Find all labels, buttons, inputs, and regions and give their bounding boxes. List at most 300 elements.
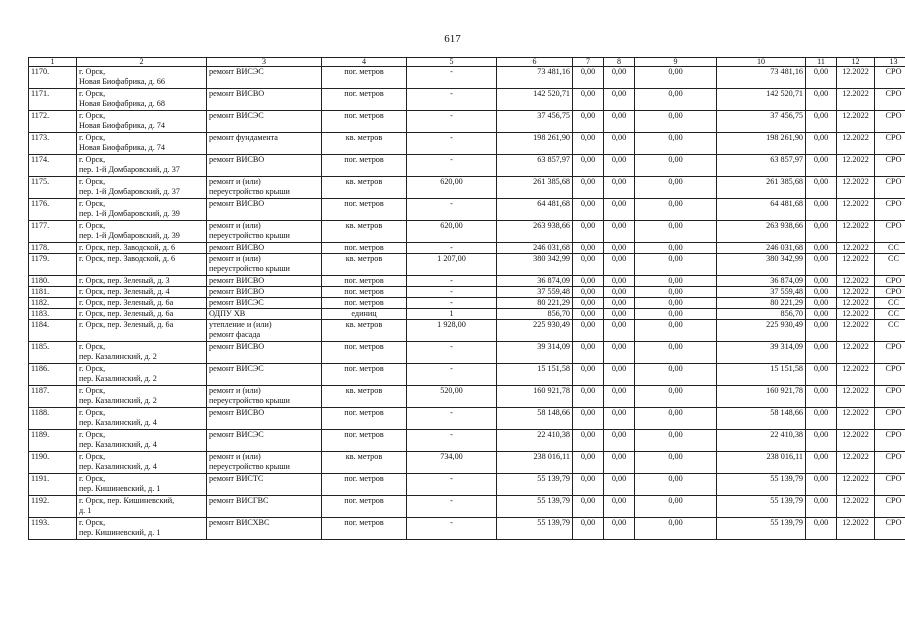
col10-cell: 380 342,99 <box>717 254 806 276</box>
row-number: 1178. <box>29 243 77 254</box>
col9-cell: 0,00 <box>635 452 717 474</box>
col9-cell: 0,00 <box>635 320 717 342</box>
unit-cell: пог. метров <box>322 155 407 177</box>
work-type-cell <box>207 342 322 364</box>
address-line: пер. Кишиневский, д. 1 <box>79 527 161 537</box>
address-cell <box>77 320 207 342</box>
table-row <box>29 177 905 199</box>
work-type-cell <box>207 408 322 430</box>
col11-cell: 0,00 <box>806 67 837 89</box>
col10-cell: 856,70 <box>717 309 806 320</box>
address-cell <box>77 430 207 452</box>
table-row <box>29 320 905 342</box>
table-row <box>29 67 905 89</box>
col11-cell: 0,00 <box>806 89 837 111</box>
repair-program-table <box>28 57 905 540</box>
col8-cell: 0,00 <box>604 221 635 243</box>
fund-cell: СРО <box>875 221 905 243</box>
col8-cell: 0,00 <box>604 430 635 452</box>
col10-cell: 73 481,16 <box>717 67 806 89</box>
table-row <box>29 364 905 386</box>
col9-cell: 0,00 <box>635 342 717 364</box>
col8-cell: 0,00 <box>604 309 635 320</box>
row-number: 1191. <box>29 474 77 496</box>
col9-cell: 0,00 <box>635 199 717 221</box>
header-col-9: 9 <box>635 58 717 67</box>
table-row <box>29 133 905 155</box>
work-type-cell <box>207 177 322 199</box>
col9-cell: 0,00 <box>635 67 717 89</box>
work-type-line: ремонт ВИСВО <box>209 155 265 164</box>
col7-cell: 0,00 <box>573 254 604 276</box>
address-cell <box>77 221 207 243</box>
quantity-cell: - <box>407 496 497 518</box>
col11-cell: 0,00 <box>806 177 837 199</box>
address-cell <box>77 298 207 309</box>
col10-cell: 15 151,58 <box>717 364 806 386</box>
column-number-header <box>29 58 905 67</box>
total-cost-cell: 37 456,75 <box>497 111 573 133</box>
col7-cell: 0,00 <box>573 199 604 221</box>
col11-cell: 0,00 <box>806 221 837 243</box>
period-cell: 12.2022 <box>837 474 875 496</box>
quantity-cell: - <box>407 430 497 452</box>
col7-cell: 0,00 <box>573 89 604 111</box>
fund-cell: СРО <box>875 133 905 155</box>
row-number: 1189. <box>29 430 77 452</box>
work-type-line: ремонт ВИСЭС <box>209 67 264 76</box>
col7-cell: 0,00 <box>573 177 604 199</box>
address-cell <box>77 155 207 177</box>
table-row <box>29 254 905 276</box>
col7-cell: 0,00 <box>573 111 604 133</box>
address-line: г. Орск, <box>79 133 106 142</box>
work-type-line: переустройство крыши <box>209 263 290 273</box>
row-number: 1193. <box>29 518 77 540</box>
work-type-line: ремонт и (или) <box>209 254 261 263</box>
address-line: г. Орск, <box>79 199 106 208</box>
table-row <box>29 496 905 518</box>
address-line: пер. Казалинский, д. 4 <box>79 439 157 449</box>
col8-cell: 0,00 <box>604 518 635 540</box>
total-cost-cell: 22 410,38 <box>497 430 573 452</box>
col11-cell: 0,00 <box>806 254 837 276</box>
work-type-cell <box>207 496 322 518</box>
col9-cell: 0,00 <box>635 430 717 452</box>
col7-cell: 0,00 <box>573 342 604 364</box>
col7-cell: 0,00 <box>573 309 604 320</box>
row-number: 1174. <box>29 155 77 177</box>
period-cell: 12.2022 <box>837 111 875 133</box>
address-line: г. Орск, <box>79 408 106 417</box>
work-type-line: ремонт ВИСХВС <box>209 518 270 527</box>
col7-cell: 0,00 <box>573 364 604 386</box>
address-cell <box>77 518 207 540</box>
col8-cell: 0,00 <box>604 199 635 221</box>
work-type-line: ремонт ВИСВО <box>209 199 265 208</box>
address-cell <box>77 364 207 386</box>
period-cell: 12.2022 <box>837 430 875 452</box>
col9-cell: 0,00 <box>635 309 717 320</box>
quantity-cell: - <box>407 133 497 155</box>
header-col-13: 13 <box>875 58 905 67</box>
col8-cell: 0,00 <box>604 155 635 177</box>
address-cell <box>77 133 207 155</box>
work-type-line: ремонт ВИСЭС <box>209 111 264 120</box>
quantity-cell: 1 <box>407 309 497 320</box>
col11-cell: 0,00 <box>806 111 837 133</box>
table-row <box>29 309 905 320</box>
address-line: пер. 1-й Домбаровский, д. 39 <box>79 230 180 240</box>
col11-cell: 0,00 <box>806 298 837 309</box>
work-type-cell <box>207 298 322 309</box>
fund-cell: СС <box>875 298 905 309</box>
col10-cell: 261 385,68 <box>717 177 806 199</box>
col10-cell: 64 481,68 <box>717 199 806 221</box>
col8-cell: 0,00 <box>604 408 635 430</box>
fund-cell: СРО <box>875 430 905 452</box>
col7-cell: 0,00 <box>573 221 604 243</box>
address-line: Новая Биофабрика, д. 66 <box>79 76 165 86</box>
address-cell <box>77 111 207 133</box>
quantity-cell: - <box>407 287 497 298</box>
row-number: 1177. <box>29 221 77 243</box>
row-number: 1188. <box>29 408 77 430</box>
unit-cell: пог. метров <box>322 496 407 518</box>
col8-cell: 0,00 <box>604 243 635 254</box>
period-cell: 12.2022 <box>837 199 875 221</box>
work-type-cell <box>207 199 322 221</box>
col7-cell: 0,00 <box>573 320 604 342</box>
address-line: г. Орск, <box>79 364 106 373</box>
work-type-line: ремонт ВИСЭС <box>209 430 264 439</box>
address-cell <box>77 342 207 364</box>
quantity-cell: - <box>407 199 497 221</box>
period-cell: 12.2022 <box>837 386 875 408</box>
work-type-line: ОДПУ ХВ <box>209 309 246 318</box>
col7-cell: 0,00 <box>573 243 604 254</box>
col7-cell: 0,00 <box>573 496 604 518</box>
table-row <box>29 221 905 243</box>
total-cost-cell: 261 385,68 <box>497 177 573 199</box>
fund-cell: СРО <box>875 199 905 221</box>
unit-cell: пог. метров <box>322 111 407 133</box>
period-cell: 12.2022 <box>837 67 875 89</box>
unit-cell: пог. метров <box>322 67 407 89</box>
unit-cell: пог. метров <box>322 287 407 298</box>
work-type-cell <box>207 364 322 386</box>
col10-cell: 39 314,09 <box>717 342 806 364</box>
work-type-line: ремонт фундамента <box>209 133 278 142</box>
address-cell <box>77 177 207 199</box>
col8-cell: 0,00 <box>604 386 635 408</box>
header-col-3: 3 <box>207 58 322 67</box>
col7-cell: 0,00 <box>573 386 604 408</box>
address-line: пер. 1-й Домбаровский, д. 37 <box>79 164 180 174</box>
col7-cell: 0,00 <box>573 155 604 177</box>
quantity-cell: 1 207,00 <box>407 254 497 276</box>
unit-cell: кв. метров <box>322 320 407 342</box>
col11-cell: 0,00 <box>806 276 837 287</box>
col11-cell: 0,00 <box>806 518 837 540</box>
total-cost-cell: 225 930,49 <box>497 320 573 342</box>
col11-cell: 0,00 <box>806 342 837 364</box>
work-type-line: переустройство крыши <box>209 186 290 196</box>
table-row <box>29 298 905 309</box>
work-type-cell <box>207 155 322 177</box>
col10-cell: 55 139,79 <box>717 496 806 518</box>
address-line: пер. 1-й Домбаровский, д. 37 <box>79 186 180 196</box>
address-line: г. Орск, <box>79 221 106 230</box>
unit-cell: пог. метров <box>322 408 407 430</box>
unit-cell: пог. метров <box>322 89 407 111</box>
fund-cell: СС <box>875 254 905 276</box>
unit-cell: пог. метров <box>322 474 407 496</box>
row-number: 1184. <box>29 320 77 342</box>
col9-cell: 0,00 <box>635 89 717 111</box>
work-type-cell <box>207 276 322 287</box>
address-line: пер. Казалинский, д. 4 <box>79 417 157 427</box>
col11-cell: 0,00 <box>806 408 837 430</box>
total-cost-cell: 160 921,78 <box>497 386 573 408</box>
quantity-cell: - <box>407 67 497 89</box>
total-cost-cell: 58 148,66 <box>497 408 573 430</box>
col9-cell: 0,00 <box>635 111 717 133</box>
quantity-cell: - <box>407 155 497 177</box>
col10-cell: 36 874,09 <box>717 276 806 287</box>
col10-cell: 263 938,66 <box>717 221 806 243</box>
period-cell: 12.2022 <box>837 276 875 287</box>
work-type-cell <box>207 386 322 408</box>
work-type-cell <box>207 67 322 89</box>
col11-cell: 0,00 <box>806 320 837 342</box>
address-cell <box>77 386 207 408</box>
col8-cell: 0,00 <box>604 364 635 386</box>
fund-cell: СРО <box>875 89 905 111</box>
table-row <box>29 408 905 430</box>
total-cost-cell: 39 314,09 <box>497 342 573 364</box>
col11-cell: 0,00 <box>806 496 837 518</box>
table-row <box>29 243 905 254</box>
col7-cell: 0,00 <box>573 518 604 540</box>
fund-cell: СРО <box>875 177 905 199</box>
period-cell: 12.2022 <box>837 89 875 111</box>
address-line: Новая Биофабрика, д. 74 <box>79 120 165 130</box>
col9-cell: 0,00 <box>635 408 717 430</box>
unit-cell: пог. метров <box>322 364 407 386</box>
header-col-6: 6 <box>497 58 573 67</box>
work-type-line: ремонт и (или) <box>209 177 261 186</box>
header-col-8: 8 <box>604 58 635 67</box>
unit-cell: кв. метров <box>322 386 407 408</box>
col11-cell: 0,00 <box>806 155 837 177</box>
col8-cell: 0,00 <box>604 496 635 518</box>
address-line: г. Орск, <box>79 155 106 164</box>
work-type-cell <box>207 430 322 452</box>
period-cell: 12.2022 <box>837 287 875 298</box>
col10-cell: 55 139,79 <box>717 474 806 496</box>
row-number: 1170. <box>29 67 77 89</box>
table-row <box>29 276 905 287</box>
row-number: 1171. <box>29 89 77 111</box>
col10-cell: 225 930,49 <box>717 320 806 342</box>
period-cell: 12.2022 <box>837 496 875 518</box>
table-row <box>29 430 905 452</box>
fund-cell: СРО <box>875 111 905 133</box>
quantity-cell: - <box>407 364 497 386</box>
header-col-2: 2 <box>77 58 207 67</box>
work-type-line: ремонт ВИСВО <box>209 89 265 98</box>
address-cell <box>77 309 207 320</box>
col7-cell: 0,00 <box>573 408 604 430</box>
work-type-line: ремонт фасада <box>209 329 261 339</box>
period-cell: 12.2022 <box>837 177 875 199</box>
col9-cell: 0,00 <box>635 177 717 199</box>
address-cell <box>77 408 207 430</box>
col8-cell: 0,00 <box>604 89 635 111</box>
unit-cell: пог. метров <box>322 342 407 364</box>
col10-cell: 37 456,75 <box>717 111 806 133</box>
table-row <box>29 89 905 111</box>
work-type-line: ремонт ВИСГВС <box>209 496 269 505</box>
unit-cell: пог. метров <box>322 298 407 309</box>
row-number: 1183. <box>29 309 77 320</box>
fund-cell: СРО <box>875 452 905 474</box>
col8-cell: 0,00 <box>604 342 635 364</box>
table-row <box>29 287 905 298</box>
work-type-cell <box>207 320 322 342</box>
col11-cell: 0,00 <box>806 243 837 254</box>
row-number: 1185. <box>29 342 77 364</box>
row-number: 1181. <box>29 287 77 298</box>
header-col-7: 7 <box>573 58 604 67</box>
fund-cell: СРО <box>875 386 905 408</box>
address-line: г. Орск, <box>79 342 106 351</box>
table-row <box>29 474 905 496</box>
row-number: 1190. <box>29 452 77 474</box>
address-line: Новая Биофабрика, д. 68 <box>79 98 165 108</box>
address-line: г. Орск, <box>79 474 106 483</box>
col9-cell: 0,00 <box>635 221 717 243</box>
address-line: г. Орск, пер. Кишиневский, <box>79 496 175 505</box>
work-type-line: ремонт ВИСВО <box>209 243 265 252</box>
work-type-line: ремонт и (или) <box>209 452 261 461</box>
fund-cell: СРО <box>875 408 905 430</box>
address-line: д. 1 <box>79 505 92 515</box>
quantity-cell: - <box>407 342 497 364</box>
unit-cell: пог. метров <box>322 518 407 540</box>
unit-cell: кв. метров <box>322 452 407 474</box>
col10-cell: 142 520,71 <box>717 89 806 111</box>
col9-cell: 0,00 <box>635 298 717 309</box>
work-type-cell <box>207 518 322 540</box>
work-type-line: утепление и (или) <box>209 320 272 329</box>
address-line: г. Орск, пер. Заводской, д. 6 <box>79 243 176 252</box>
fund-cell: СРО <box>875 496 905 518</box>
address-cell <box>77 276 207 287</box>
row-number: 1187. <box>29 386 77 408</box>
header-col-4: 4 <box>322 58 407 67</box>
fund-cell: СС <box>875 243 905 254</box>
row-number: 1182. <box>29 298 77 309</box>
col10-cell: 238 016,11 <box>717 452 806 474</box>
fund-cell: СРО <box>875 364 905 386</box>
work-type-cell <box>207 133 322 155</box>
quantity-cell: - <box>407 111 497 133</box>
work-type-cell <box>207 474 322 496</box>
header-col-5: 5 <box>407 58 497 67</box>
total-cost-cell: 15 151,58 <box>497 364 573 386</box>
total-cost-cell: 63 857,97 <box>497 155 573 177</box>
work-type-cell <box>207 111 322 133</box>
col10-cell: 37 559,48 <box>717 287 806 298</box>
period-cell: 12.2022 <box>837 408 875 430</box>
work-type-cell <box>207 309 322 320</box>
unit-cell: пог. метров <box>322 276 407 287</box>
work-type-cell <box>207 243 322 254</box>
total-cost-cell: 246 031,68 <box>497 243 573 254</box>
address-cell <box>77 287 207 298</box>
period-cell: 12.2022 <box>837 254 875 276</box>
period-cell: 12.2022 <box>837 298 875 309</box>
col8-cell: 0,00 <box>604 254 635 276</box>
col8-cell: 0,00 <box>604 276 635 287</box>
quantity-cell: - <box>407 89 497 111</box>
col10-cell: 55 139,79 <box>717 518 806 540</box>
address-cell <box>77 474 207 496</box>
row-number: 1172. <box>29 111 77 133</box>
period-cell: 12.2022 <box>837 155 875 177</box>
fund-cell: СРО <box>875 276 905 287</box>
work-type-line: переустройство крыши <box>209 395 290 405</box>
row-number: 1173. <box>29 133 77 155</box>
quantity-cell: - <box>407 518 497 540</box>
header-col-10: 10 <box>717 58 806 67</box>
unit-cell: пог. метров <box>322 430 407 452</box>
address-line: пер. Казалинский, д. 2 <box>79 373 157 383</box>
header-col-11: 11 <box>806 58 837 67</box>
col7-cell: 0,00 <box>573 133 604 155</box>
address-line: г. Орск, <box>79 111 106 120</box>
address-line: г. Орск, <box>79 177 106 186</box>
table-row <box>29 111 905 133</box>
col9-cell: 0,00 <box>635 518 717 540</box>
work-type-line: ремонт ВИСВО <box>209 342 265 351</box>
address-line: г. Орск, <box>79 386 106 395</box>
table-row <box>29 386 905 408</box>
col10-cell: 58 148,66 <box>717 408 806 430</box>
work-type-cell <box>207 287 322 298</box>
col8-cell: 0,00 <box>604 320 635 342</box>
col10-cell: 63 857,97 <box>717 155 806 177</box>
work-type-line: переустройство крыши <box>209 230 290 240</box>
work-type-cell <box>207 89 322 111</box>
col10-cell: 198 261,90 <box>717 133 806 155</box>
total-cost-cell: 263 938,66 <box>497 221 573 243</box>
address-cell <box>77 452 207 474</box>
work-type-cell <box>207 452 322 474</box>
fund-cell: СРО <box>875 155 905 177</box>
col9-cell: 0,00 <box>635 276 717 287</box>
total-cost-cell: 856,70 <box>497 309 573 320</box>
col11-cell: 0,00 <box>806 474 837 496</box>
col10-cell: 80 221,29 <box>717 298 806 309</box>
address-line: г. Орск, <box>79 67 106 76</box>
unit-cell: кв. метров <box>322 133 407 155</box>
col9-cell: 0,00 <box>635 496 717 518</box>
period-cell: 12.2022 <box>837 364 875 386</box>
total-cost-cell: 37 559,48 <box>497 287 573 298</box>
